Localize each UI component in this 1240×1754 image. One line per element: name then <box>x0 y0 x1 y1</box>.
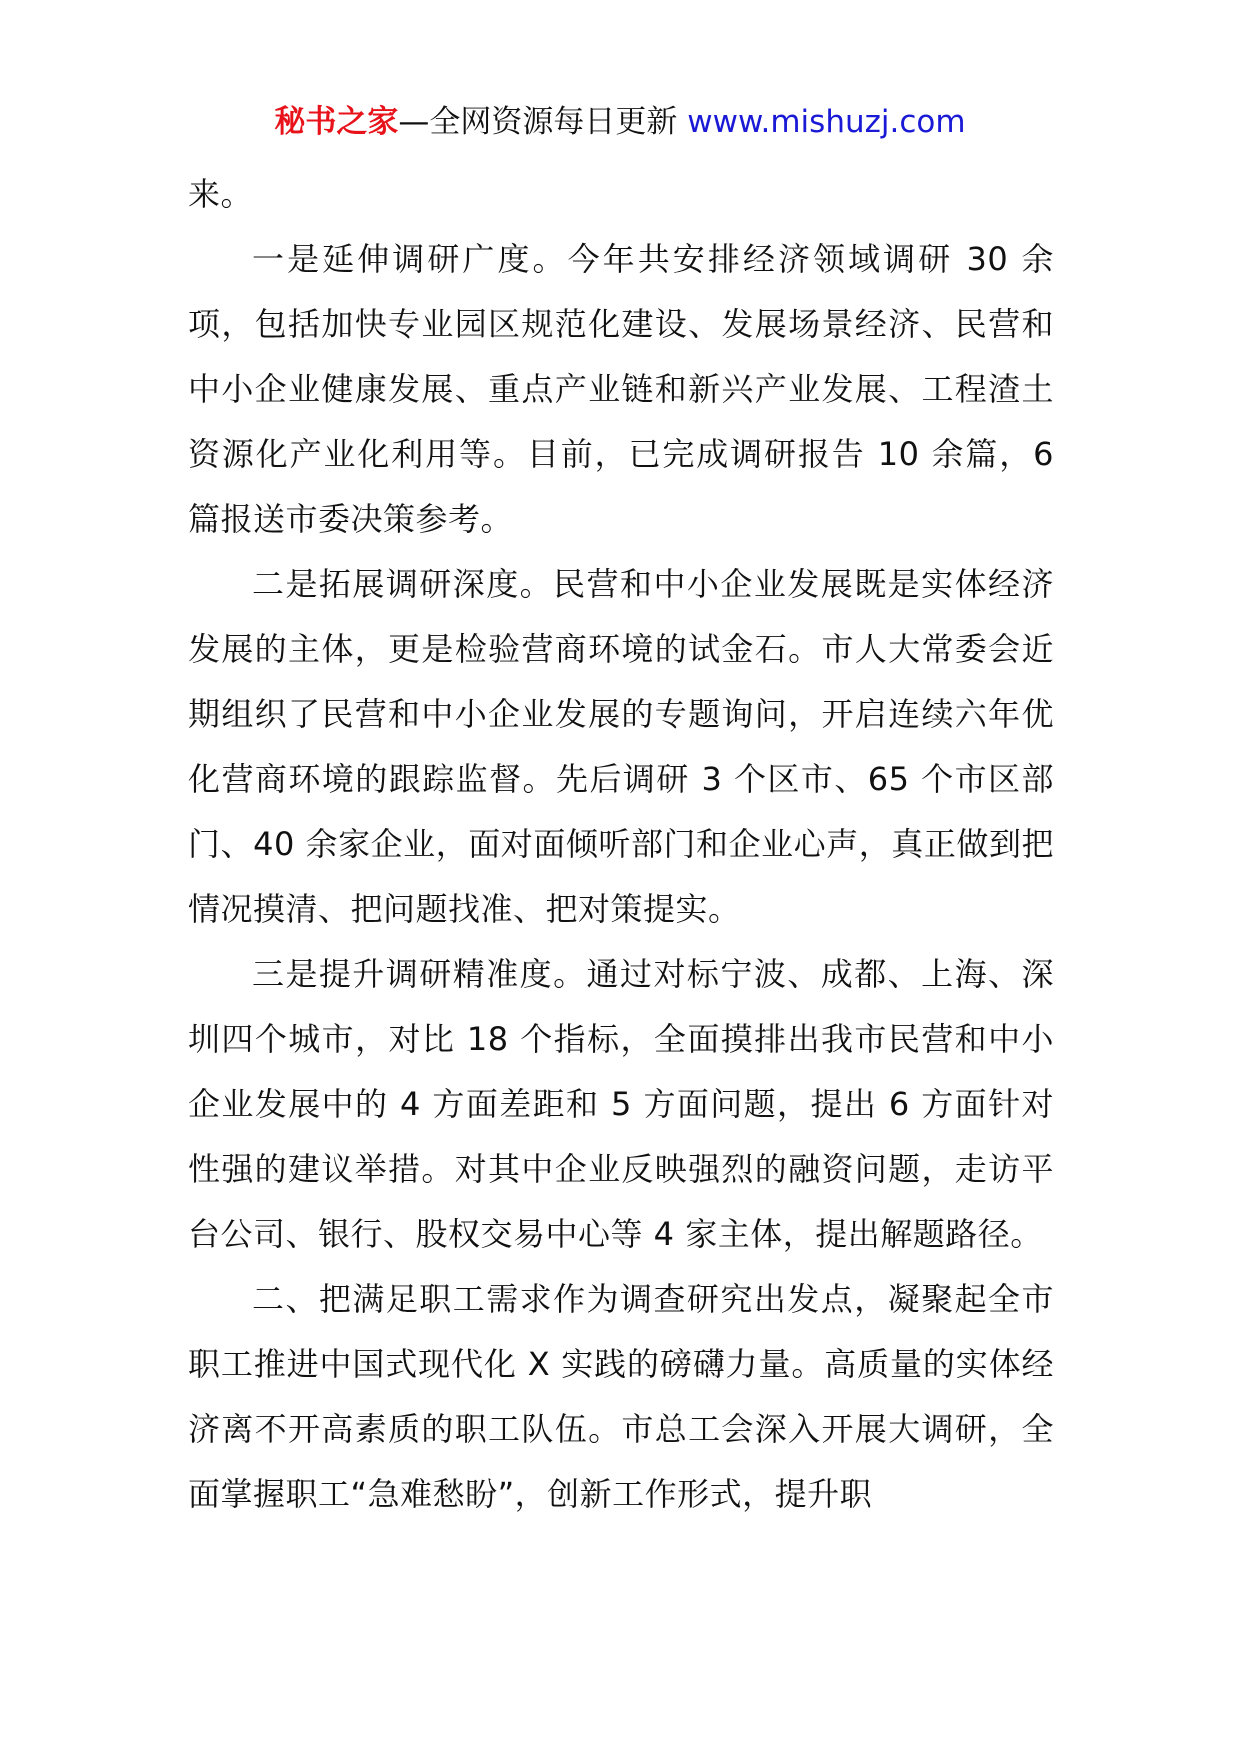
paragraph-continuation: 来。 <box>188 175 254 213</box>
header-tagline: —全网资源每日更新 <box>398 104 688 140</box>
header-url-link[interactable]: www.mishuzj.com <box>687 104 966 140</box>
document-body <box>188 162 1054 1527</box>
page-header <box>0 100 1240 144</box>
paragraph: 一是延伸调研广度。今年共安排经济领域调研 30 余项，包括加快专业园区规范化建设、发展场景经济、民营和中小企业健康发展、重点产业链和新兴产业发展、工程渣土资源化产业化利用等。目前，已完成调研报告 10 余篇，6 篇报送市委决策参考。 <box>188 240 1054 538</box>
paragraph: 二是拓展调研深度。民营和中小企业发展既是实体经济发展的主体，更是检验营商环境的试金石。市人大常委会近期组织了民营和中小企业发展的专题询问，开启连续六年优化营商环境的跟踪监督。先后调研 3 个区市、65 个市区部门、40 余家企业，面对面倾听部门和企业心声，真正做到把情况摸清、把问题找准、把对策提实。 <box>188 565 1054 928</box>
header-brand: 秘书之家 <box>274 104 399 140</box>
paragraph: 三是提升调研精准度。通过对标宁波、成都、上海、深圳四个城市，对比 18 个指标，全面摸排出我市民营和中小企业发展中的 4 方面差距和 5 方面问题，提出 6 方面针对性强的建议举措。对其中企业反映强烈的融资问题，走访平台公司、银行、股权交易中心等 4 家主体，提出解题路径。 <box>188 955 1054 1253</box>
paragraph: 二、把满足职工需求作为调查研究出发点，凝聚起全市职工推进中国式现代化 X 实践的磅礴力量。高质量的实体经济离不开高素质的职工队伍。市总工会深入开展大调研，全面掌握职工“急难愁盼”，创新工作形式，提升职 <box>188 1280 1054 1513</box>
